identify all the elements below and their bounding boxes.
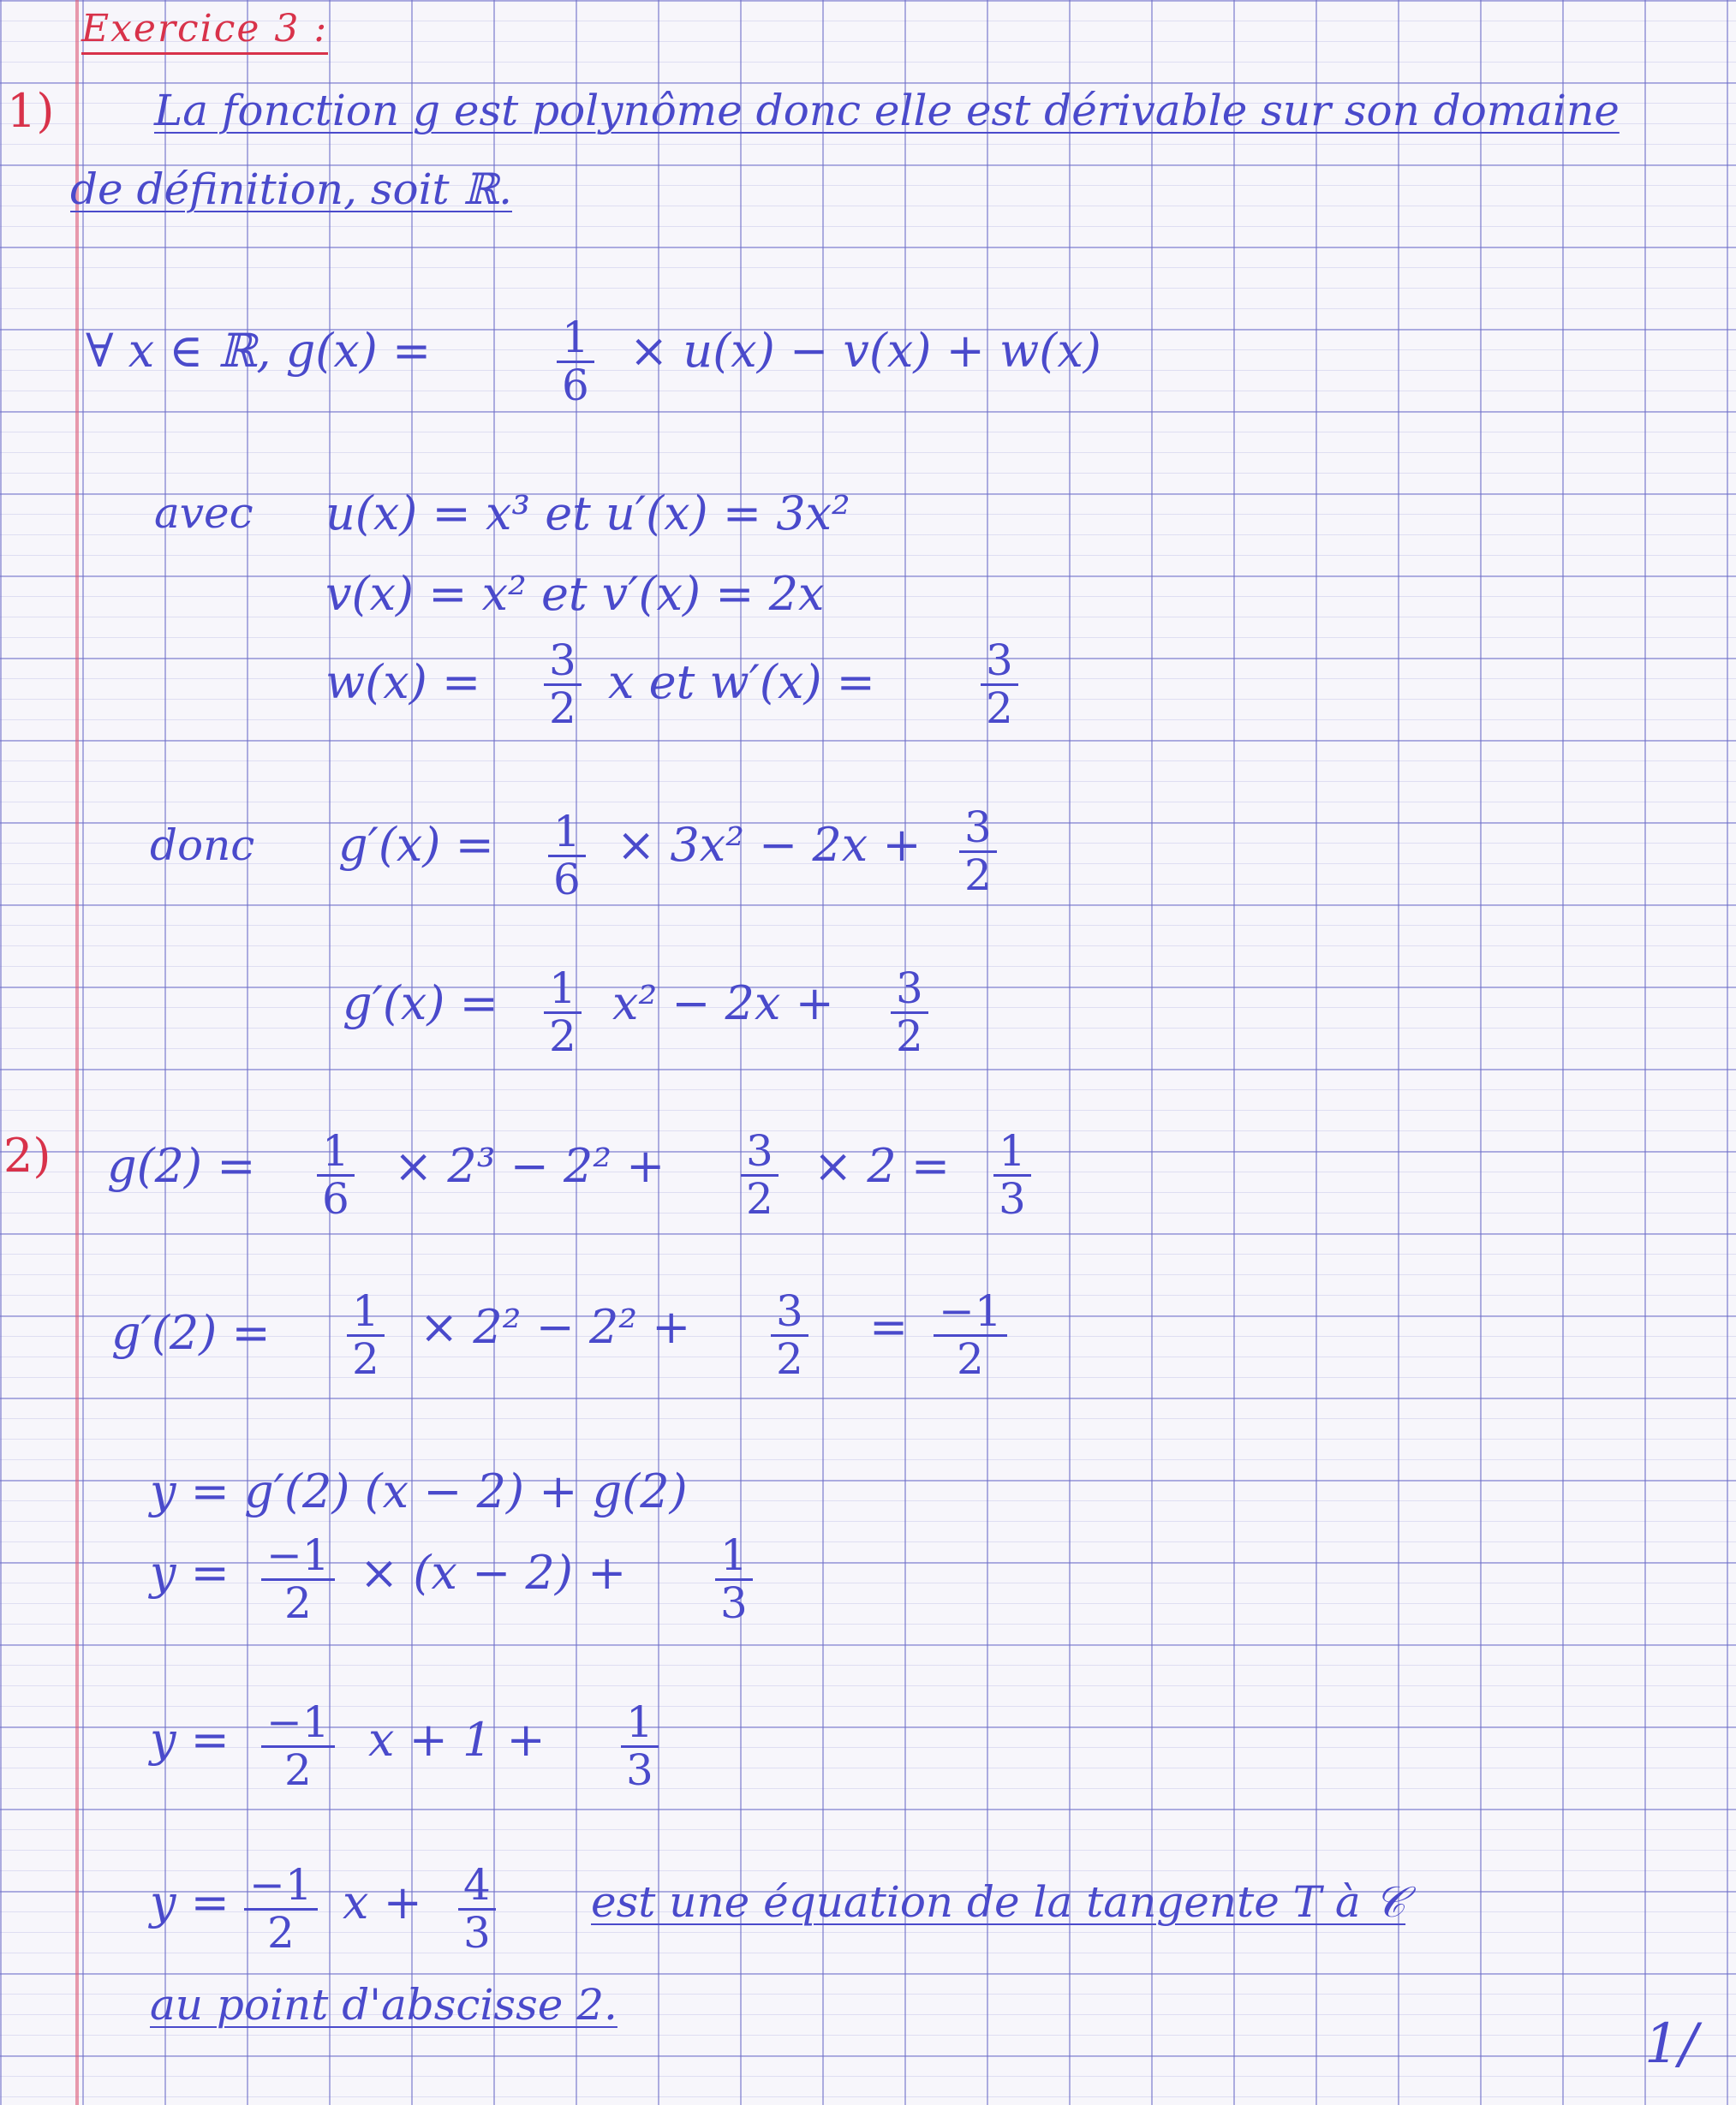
g-prime-1-mid: × 3x² − 2x + [617,818,922,872]
g-decomposition-left: ∀ x ∈ ℝ, g(x) = [86,324,432,378]
fraction-numerator: 4 [458,1863,496,1911]
w-definition-mid: x et w′(x) = [608,655,875,709]
fraction-denominator: 3 [626,1744,653,1795]
tangent-step-2-mid: x + 1 + [368,1713,546,1767]
g-prime-2-left: g′(x) = [343,976,498,1030]
tangent-step-1-mid: × (x − 2) + [360,1546,627,1600]
fraction-denominator: 2 [896,1011,923,1061]
g-prime-2-value-fraction-1 [347,1286,385,1384]
g-prime-2-value-mid: × 2² − 2² + [420,1300,691,1354]
w-prime-fraction [981,635,1018,733]
w-fraction [544,635,582,733]
fraction-numerator: 1 [548,809,586,857]
tangent-step-2-fraction-1 [261,1697,335,1795]
g2-mid-2: × 2 = [814,1139,951,1193]
fraction-numerator: 1 [317,1129,355,1177]
fraction-denominator: 2 [352,1333,379,1384]
g-prime-2-fraction [544,963,582,1061]
q1-line-1: La fonction g est polynôme donc elle est dérivable sur son domaine [154,86,1620,135]
fraction-numerator: 1 [993,1129,1031,1177]
g-prime-2-value-left: g′(2) = [111,1306,271,1360]
v-definition: v(x) = x² et v′(x) = 2x [325,567,825,621]
tangent-equation-fraction-2 [458,1860,496,1958]
g2-fraction-3 [993,1126,1031,1224]
fraction-numerator: −1 [244,1863,318,1911]
tangent-equation-mid: x + [343,1875,422,1929]
tangent-equation-fraction-1 [244,1860,318,1958]
fraction-numerator: −1 [261,1533,335,1581]
tangent-conclusion-line-1: est une équation de la tangente T à 𝒞 [591,1877,1406,1927]
fraction-denominator: 6 [562,360,589,410]
fraction-numerator: 3 [891,966,928,1014]
fraction-numerator: 3 [981,638,1018,686]
fraction-denominator: 2 [986,683,1013,733]
fraction-numerator: −1 [934,1289,1007,1337]
donc-label: donc [150,820,255,870]
tangent-step-2-left: y = [150,1713,230,1767]
g-prime-1-fraction-2 [959,802,997,900]
g-decomposition-fraction [557,315,594,408]
fraction-numerator: 1 [347,1289,385,1337]
page-number: 1/ [1644,2013,1698,2076]
fraction-numerator: 1 [557,315,594,363]
q1-line-2: de définition, soit ℝ. [70,164,512,214]
fraction-denominator: 2 [776,1333,803,1384]
g-prime-2-value-equals: = [869,1300,909,1354]
fraction-numerator: 3 [959,805,997,853]
fraction-numerator: 1 [621,1700,659,1748]
fraction-denominator: 3 [720,1577,748,1628]
question-2-number: 2) [3,1129,51,1183]
g-prime-2-value-fraction-2 [771,1286,808,1384]
fraction-numerator: 3 [741,1129,779,1177]
g-decomposition-right: × u(x) − v(x) + w(x) [629,324,1101,378]
fraction-denominator: 2 [956,1333,984,1384]
fraction-denominator: 2 [746,1173,773,1224]
g-prime-2-mid: x² − 2x + [612,976,834,1030]
fraction-numerator: −1 [261,1700,335,1748]
fraction-denominator: 3 [463,1907,491,1958]
g-prime-1-fraction [548,809,586,902]
g2-mid-1: × 2³ − 2² + [394,1139,665,1193]
fraction-denominator: 2 [964,850,992,900]
g2-fraction-2 [741,1126,779,1224]
g2-left: g(2) = [107,1139,256,1193]
fraction-denominator: 2 [266,1907,295,1958]
margin-line [75,0,79,2105]
fraction-denominator: 2 [283,1744,312,1795]
tangent-step-1-left: y = [150,1546,230,1600]
fraction-denominator: 6 [322,1173,349,1224]
fraction-numerator: 1 [715,1533,753,1581]
g-prime-2-fraction-2 [891,963,928,1061]
u-definition: u(x) = x³ et u′(x) = 3x² [325,486,850,540]
fraction-denominator: 6 [553,854,581,904]
fraction-numerator: 3 [544,638,582,686]
fraction-denominator: 2 [283,1577,312,1628]
fraction-numerator: 3 [771,1289,808,1337]
question-1-number: 1) [7,84,55,138]
fraction-denominator: 2 [549,683,576,733]
tangent-formula: y = g′(2) (x − 2) + g(2) [150,1464,688,1518]
g-prime-1-left: g′(x) = [338,818,494,872]
fraction-numerator: 1 [544,966,582,1014]
g2-fraction-1 [317,1126,355,1224]
tangent-step-2-fraction-2 [621,1697,659,1795]
avec-label: avec [154,488,254,538]
tangent-equation-left: y = [150,1875,230,1929]
g-prime-2-value-fraction-3 [934,1286,1007,1384]
tangent-step-1-fraction-2 [715,1530,753,1628]
tangent-conclusion-line-2: au point d'abscisse 2. [150,1980,617,2030]
fraction-denominator: 2 [549,1011,576,1061]
w-definition-left: w(x) = [325,655,481,709]
tangent-step-1-fraction-1 [261,1530,335,1628]
fraction-denominator: 3 [999,1173,1026,1224]
exercise-title: Exercice 3 : [81,7,328,55]
